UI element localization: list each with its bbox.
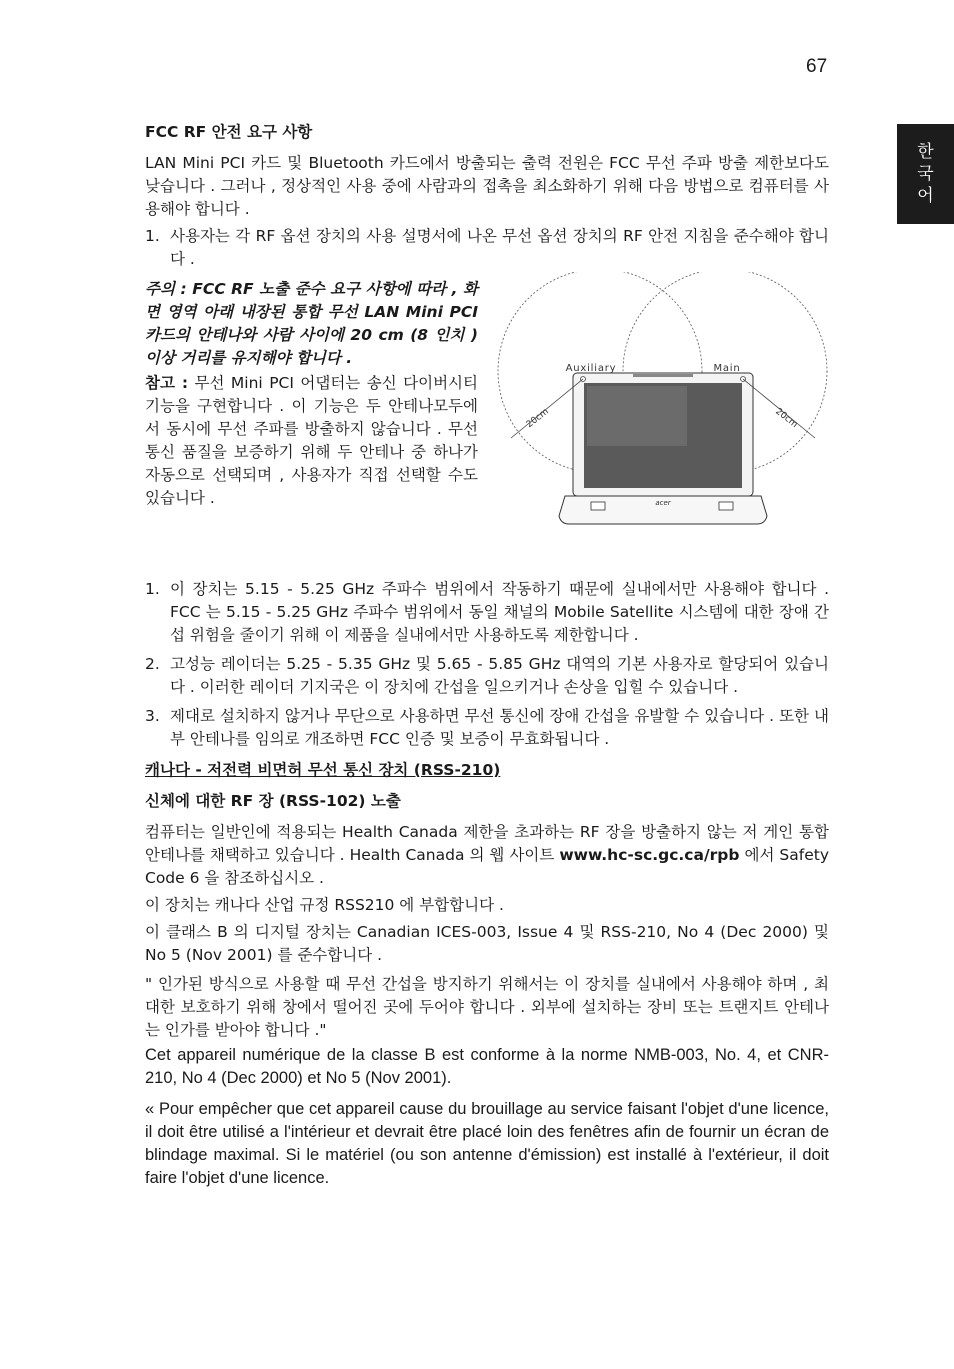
health-canada-url: www.hc-sc.gc.ca/rpb	[559, 846, 740, 864]
list-number: 3.	[145, 707, 160, 725]
list-text: 제대로 설치하지 않거나 무단으로 사용하면 무선 통신에 장애 간섭을 유발할 수 있습니다 . 또한 내부 안테나를 임의로 개조하면 FCC 인증 및 보증이 무효화됩니다 .	[170, 707, 829, 748]
fcc-intro: LAN Mini PCI 카드 및 Bluetooth 카드에서 방출되는 출력 전원은 FCC 무선 주파 방출 제한보다도 낮습니다 . 그러나 , 정상적인 사용 중에 사람과의 접촉을 최소화하기 위해 다음 방법으로 컴퓨터를 사용해야 합니다 .	[145, 154, 829, 218]
distance-line-left	[511, 379, 583, 438]
list-item	[145, 225, 829, 271]
list-number: 1.	[145, 580, 160, 598]
canada-paragraph-6: « Pour empêcher que cet appareil cause du brouillage au service faisant l'objet d'une licence, il doit être utilisé a l'intérieur et devrait être placé loin des fenêtres afin de fournir un écran de blindage maximal. Si le matériel (ou son antenne d'émission) est installé à l'extérieur, il doit faire l'objet d'une licence.	[145, 1100, 829, 1187]
auxiliary-label: Auxiliary	[565, 363, 617, 374]
note-label: 참고 :	[145, 374, 189, 392]
fcc-heading: FCC RF 안전 요구 사항	[145, 123, 313, 141]
canada-heading: 캐나다 - 저전력 비면허 무선 통신 장치 (RSS-210)	[145, 761, 501, 779]
note-text: 무선 Mini PCI 어댑터는 송신 다이버시티 기능을 구현합니다 . 이 기능은 두 안테나모두에서 동시에 무선 주파를 방출하지 않습니다 . 무선 통신 품질을 보증하기 위해 두 안테나 중 하나가 자동으로 선택되며 , 사용자가 직접 선택할 수도 있습니다 .	[145, 374, 479, 507]
canada-p1-text: 컴퓨터는 일반인에 적용되는 Health Canada 제한을 초과하는 RF 장을 방출하지 않는 저 게인 통합 안테나를 채택하고 있습니다 . Health Canada 의 웹 사이트	[145, 823, 829, 864]
language-tab-char: 국	[917, 164, 934, 184]
antenna-range-diagram	[495, 272, 831, 530]
list-item	[145, 578, 829, 647]
base-foot-left	[591, 502, 605, 510]
language-tab-char: 한	[917, 142, 934, 162]
figure-side-text	[145, 278, 478, 510]
canada-paragraph-4: " 인가된 방식으로 사용할 때 무선 간섭을 방지하기 위해서는 이 장치를 실내에서 사용해야 하며 , 최대한 보호하기 위해 창에서 떨어진 곳에 두어야 합니다 . 외부에 설치하는 장비 또는 트랜지트 안테나는 인가를 받아야 합니다 ."	[145, 975, 829, 1039]
main-label: Main	[713, 363, 741, 374]
canada-paragraph-5: Cet appareil numérique de la classe B est conforme à la norme NMB-003, No. 4, et CNR-210, No 4 (Dec 2000) et No 5 (Nov 2001).	[145, 1046, 829, 1087]
base-foot-right	[719, 502, 733, 510]
distance-label-left: 20cm	[524, 406, 551, 431]
language-tab-char: 어	[917, 186, 934, 206]
acer-logo: acer	[655, 499, 671, 507]
list-text: 사용자는 각 RF 옵션 장치의 사용 설명서에 나온 무선 옵션 장치의 RF 안전 지침을 준수해야 합니다 .	[170, 227, 829, 268]
fcc-list-1	[145, 225, 829, 271]
list-item	[145, 705, 829, 751]
page-content	[145, 121, 829, 1190]
canada-p1-text-end: 에서 Safety Code 6 을 참조하십시오 .	[145, 846, 829, 887]
fcc-list-2	[145, 578, 829, 751]
distance-label-right: 20cm	[773, 406, 800, 431]
warning-text: 주의 : FCC RF 노출 준수 요구 사항에 따라 , 화면 영역 아래 내장된 통합 무선 LAN Mini PCI 카드의 안테나와 사람 사이에 20 cm (8 인치 ) 이상 거리를 유지해야 합니다 .	[145, 280, 478, 367]
page-number: 67	[806, 56, 828, 77]
canada-paragraph-2: 이 장치는 캐나다 산업 규정 RSS210 에 부합합니다 .	[145, 896, 504, 914]
language-tab	[897, 124, 954, 224]
lid-hinge	[633, 374, 693, 377]
note-paragraph	[145, 372, 478, 510]
canada-paragraph-1	[145, 821, 829, 890]
figure-block	[145, 278, 829, 576]
list-item	[145, 653, 829, 699]
canada-subheading: 신체에 대한 RF 장 (RSS-102) 노출	[145, 792, 401, 810]
list-number: 2.	[145, 655, 160, 673]
screen-glare	[587, 386, 687, 446]
list-text: 고성능 레이더는 5.25 - 5.35 GHz 및 5.65 - 5.85 GHz 대역의 기본 사용자로 할당되어 있습니다 . 이러한 레이더 기지국은 이 장치에 간섭을 일으키거나 손상을 입힐 수 있습니다 .	[170, 655, 829, 696]
canada-paragraph-3: 이 클래스 B 의 디지털 장치는 Canadian ICES-003, Issue 4 및 RSS-210, No 4 (Dec 2000) 및 No 5 (Nov 2001) 를 준수합니다 .	[145, 923, 829, 964]
list-number: 1.	[145, 227, 160, 245]
list-text: 이 장치는 5.15 - 5.25 GHz 주파수 범위에서 작동하기 때문에 실내에서만 사용해야 합니다 . FCC 는 5.15 - 5.25 GHz 주파수 범위에서 동일 채널의 Mobile Satellite 시스템에 대한 장애 간섭 위험을 줄이기 위해 이 제품을 실내에서만 사용하도록 제한합니다 .	[170, 580, 829, 644]
